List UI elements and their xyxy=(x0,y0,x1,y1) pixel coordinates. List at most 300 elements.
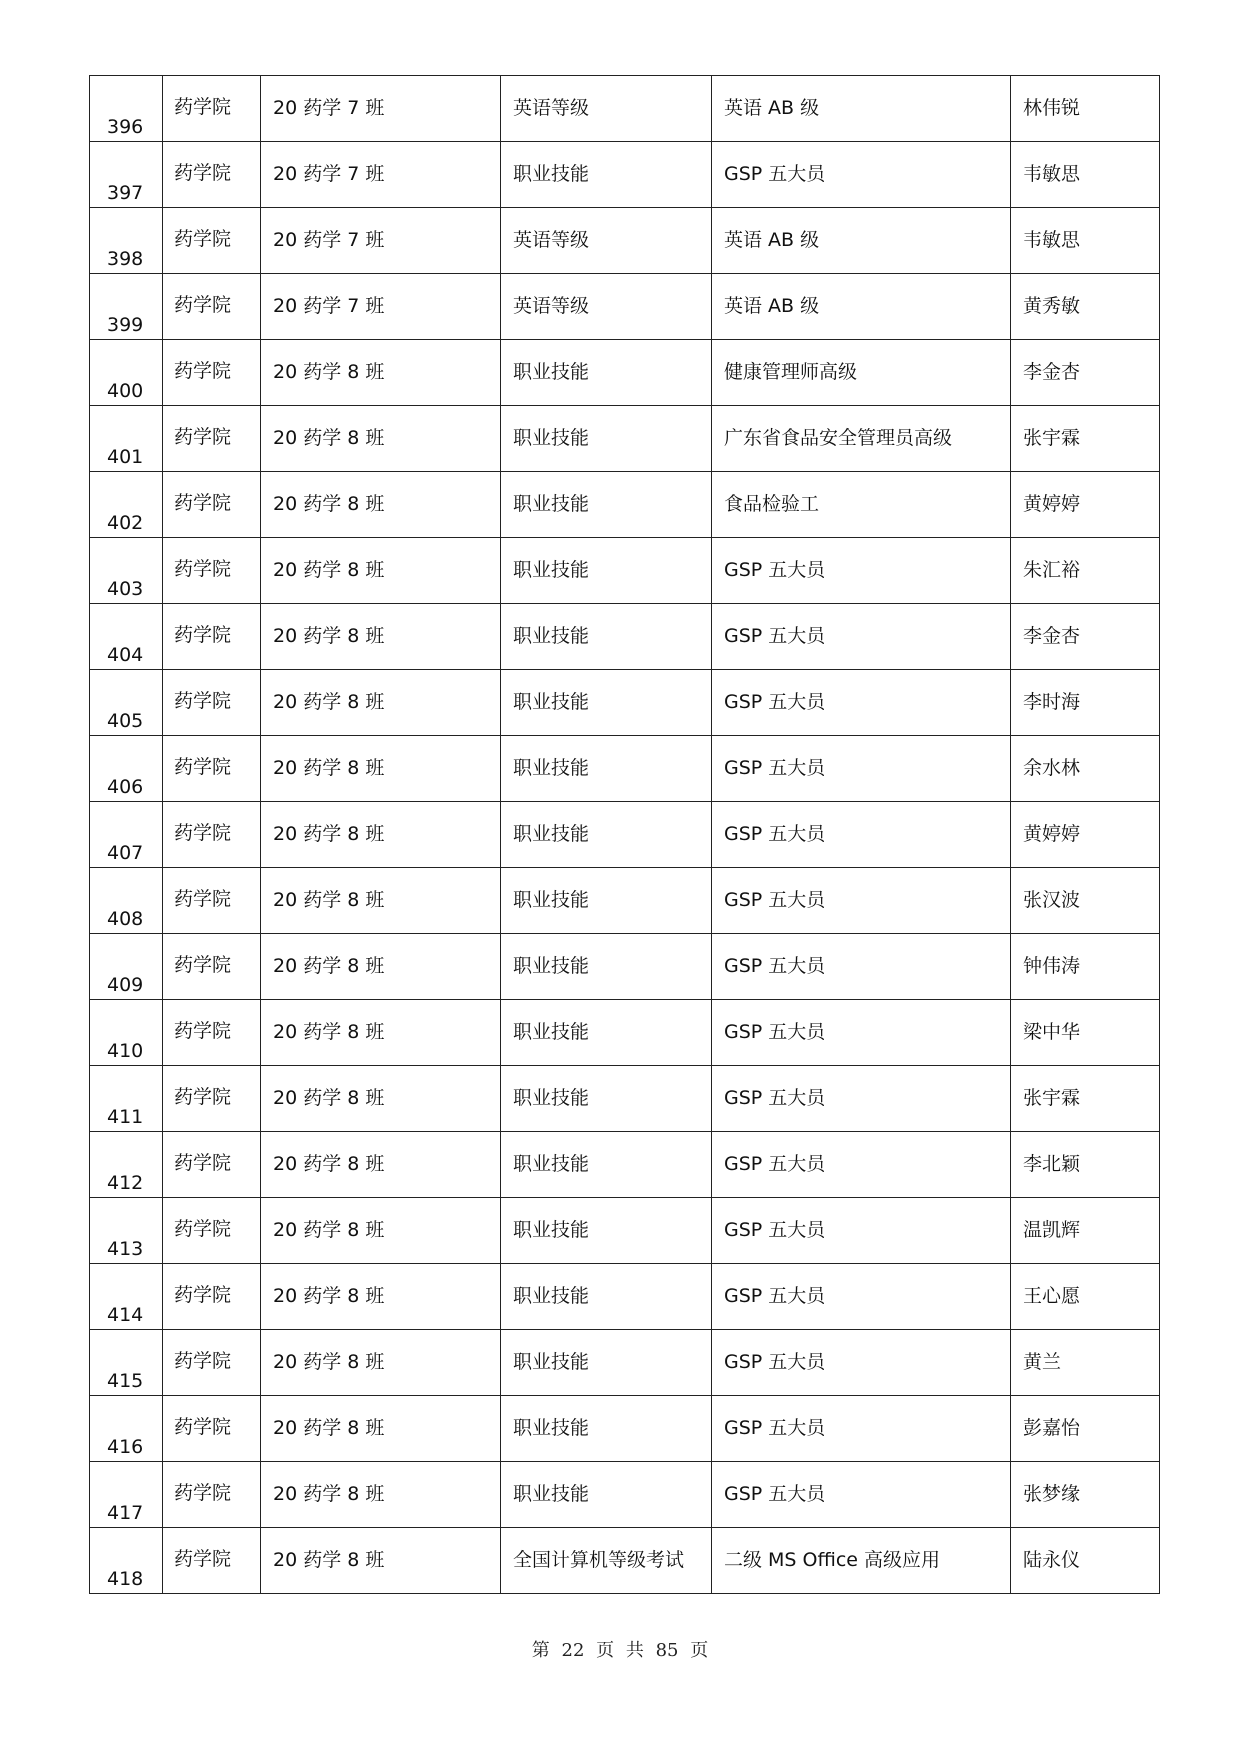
row-number-text: 411 xyxy=(107,1106,144,1128)
student-name-cell xyxy=(1011,1264,1160,1330)
certificate-text: GSP 五大员 xyxy=(724,1087,826,1109)
certificate-cell xyxy=(712,76,1011,142)
college-cell xyxy=(163,142,261,208)
class-text: 20 药学 7 班 xyxy=(273,163,385,185)
row-number-cell xyxy=(90,472,163,538)
student-name-cell xyxy=(1011,406,1160,472)
student-name-cell xyxy=(1011,538,1160,604)
row-number-cell xyxy=(90,670,163,736)
category-text: 职业技能 xyxy=(513,823,590,845)
class-cell xyxy=(261,76,501,142)
class-text: 20 药学 8 班 xyxy=(273,691,385,713)
certificate-cell xyxy=(712,604,1011,670)
class-text: 20 药学 8 班 xyxy=(273,1087,385,1109)
college-text: 药学院 xyxy=(174,822,232,844)
student-name-text: 朱汇裕 xyxy=(1023,559,1081,581)
class-cell xyxy=(261,1396,501,1462)
college-text: 药学院 xyxy=(174,1350,232,1372)
row-number-text: 414 xyxy=(107,1304,144,1326)
student-name-cell xyxy=(1011,1462,1160,1528)
class-cell xyxy=(261,1528,501,1594)
college-cell xyxy=(163,472,261,538)
row-number-cell xyxy=(90,406,163,472)
class-text: 20 药学 8 班 xyxy=(273,559,385,581)
class-cell xyxy=(261,1462,501,1528)
certificate-text: 健康管理师高级 xyxy=(724,361,858,383)
certificate-text: 二级 MS Office 高级应用 xyxy=(724,1549,941,1571)
class-cell xyxy=(261,406,501,472)
college-cell xyxy=(163,274,261,340)
college-cell xyxy=(163,1330,261,1396)
class-cell xyxy=(261,340,501,406)
row-number-text: 413 xyxy=(107,1238,144,1260)
certificate-text: GSP 五大员 xyxy=(724,1219,826,1241)
class-text: 20 药学 8 班 xyxy=(273,1351,385,1373)
college-text: 药学院 xyxy=(174,1086,232,1108)
college-text: 药学院 xyxy=(174,624,232,646)
row-number-text: 416 xyxy=(107,1436,144,1458)
class-cell xyxy=(261,274,501,340)
college-cell xyxy=(163,340,261,406)
category-text: 英语等级 xyxy=(513,229,590,251)
row-number-text: 417 xyxy=(107,1502,144,1524)
row-number-cell xyxy=(90,208,163,274)
category-text: 英语等级 xyxy=(513,97,590,119)
student-name-cell xyxy=(1011,1000,1160,1066)
college-cell xyxy=(163,1264,261,1330)
student-name-text: 黄兰 xyxy=(1023,1351,1062,1373)
row-number-text: 400 xyxy=(107,380,144,402)
row-number-text: 402 xyxy=(107,512,144,534)
college-text: 药学院 xyxy=(174,954,232,976)
row-number-cell xyxy=(90,340,163,406)
category-text: 职业技能 xyxy=(513,691,590,713)
table-row xyxy=(90,1198,1160,1264)
certificate-cell xyxy=(712,1462,1011,1528)
row-number-cell xyxy=(90,274,163,340)
category-text: 职业技能 xyxy=(513,493,590,515)
class-cell xyxy=(261,538,501,604)
category-cell xyxy=(501,604,712,670)
student-name-cell xyxy=(1011,1396,1160,1462)
college-cell xyxy=(163,1396,261,1462)
class-cell xyxy=(261,1132,501,1198)
student-name-cell xyxy=(1011,274,1160,340)
certificate-text: GSP 五大员 xyxy=(724,691,826,713)
table-row xyxy=(90,538,1160,604)
student-name-text: 余水林 xyxy=(1023,757,1081,779)
category-cell xyxy=(501,1132,712,1198)
certificate-text: GSP 五大员 xyxy=(724,1285,826,1307)
certificate-text: GSP 五大员 xyxy=(724,625,826,647)
class-cell xyxy=(261,1066,501,1132)
student-name-text: 李时海 xyxy=(1023,691,1081,713)
row-number-cell xyxy=(90,736,163,802)
student-name-cell xyxy=(1011,142,1160,208)
college-text: 药学院 xyxy=(174,756,232,778)
category-cell xyxy=(501,472,712,538)
row-number-text: 401 xyxy=(107,446,144,468)
college-cell xyxy=(163,670,261,736)
category-cell xyxy=(501,736,712,802)
category-cell xyxy=(501,1396,712,1462)
student-name-text: 张梦缘 xyxy=(1023,1483,1081,1505)
row-number-text: 415 xyxy=(107,1370,144,1392)
table-row xyxy=(90,1000,1160,1066)
certificate-text: GSP 五大员 xyxy=(724,1483,826,1505)
table-row xyxy=(90,934,1160,1000)
class-text: 20 药学 8 班 xyxy=(273,823,385,845)
row-number-cell xyxy=(90,1528,163,1594)
category-cell xyxy=(501,208,712,274)
table-row xyxy=(90,1330,1160,1396)
class-cell xyxy=(261,1000,501,1066)
college-cell xyxy=(163,406,261,472)
student-name-cell xyxy=(1011,1132,1160,1198)
certificate-table xyxy=(89,75,1160,1594)
student-name-text: 张宇霖 xyxy=(1023,427,1081,449)
row-number-text: 399 xyxy=(107,314,144,336)
table-row xyxy=(90,868,1160,934)
student-name-cell xyxy=(1011,604,1160,670)
category-text: 职业技能 xyxy=(513,889,590,911)
college-cell xyxy=(163,208,261,274)
certificate-cell xyxy=(712,1528,1011,1594)
class-text: 20 药学 7 班 xyxy=(273,295,385,317)
row-number-text: 405 xyxy=(107,710,144,732)
table-row xyxy=(90,472,1160,538)
category-cell xyxy=(501,538,712,604)
row-number-cell xyxy=(90,142,163,208)
table-row xyxy=(90,208,1160,274)
class-cell xyxy=(261,868,501,934)
class-text: 20 药学 8 班 xyxy=(273,1549,385,1571)
college-text: 药学院 xyxy=(174,492,232,514)
row-number-cell xyxy=(90,1396,163,1462)
class-cell xyxy=(261,1330,501,1396)
certificate-text: GSP 五大员 xyxy=(724,757,826,779)
table-row xyxy=(90,142,1160,208)
category-cell xyxy=(501,274,712,340)
student-name-text: 李金杏 xyxy=(1023,361,1081,383)
certificate-text: 英语 AB 级 xyxy=(724,229,820,251)
table-row xyxy=(90,1132,1160,1198)
student-name-text: 李北颖 xyxy=(1023,1153,1081,1175)
student-name-text: 黄秀敏 xyxy=(1023,295,1081,317)
student-name-text: 张汉波 xyxy=(1023,889,1081,911)
certificate-cell xyxy=(712,472,1011,538)
row-number-text: 408 xyxy=(107,908,144,930)
row-number-text: 412 xyxy=(107,1172,144,1194)
college-cell xyxy=(163,934,261,1000)
college-cell xyxy=(163,604,261,670)
college-text: 药学院 xyxy=(174,162,232,184)
certificate-text: 食品检验工 xyxy=(724,493,820,515)
college-cell xyxy=(163,1066,261,1132)
category-text: 职业技能 xyxy=(513,1021,590,1043)
class-text: 20 药学 8 班 xyxy=(273,1219,385,1241)
certificate-text: GSP 五大员 xyxy=(724,1351,826,1373)
category-cell xyxy=(501,868,712,934)
table-body xyxy=(90,76,1160,1594)
category-text: 职业技能 xyxy=(513,361,590,383)
certificate-text: GSP 五大员 xyxy=(724,889,826,911)
category-text: 职业技能 xyxy=(513,559,590,581)
table-row xyxy=(90,1396,1160,1462)
table-row xyxy=(90,274,1160,340)
student-name-text: 林伟锐 xyxy=(1023,97,1081,119)
student-name-cell xyxy=(1011,934,1160,1000)
certificate-cell xyxy=(712,1000,1011,1066)
class-text: 20 药学 8 班 xyxy=(273,955,385,977)
class-text: 20 药学 8 班 xyxy=(273,493,385,515)
college-text: 药学院 xyxy=(174,1284,232,1306)
college-text: 药学院 xyxy=(174,228,232,250)
college-text: 药学院 xyxy=(174,1482,232,1504)
row-number-text: 397 xyxy=(107,182,144,204)
student-name-text: 钟伟涛 xyxy=(1023,955,1081,977)
student-name-cell xyxy=(1011,1330,1160,1396)
certificate-cell xyxy=(712,1396,1011,1462)
certificate-text: GSP 五大员 xyxy=(724,163,826,185)
certificate-cell xyxy=(712,868,1011,934)
category-text: 职业技能 xyxy=(513,625,590,647)
certificate-cell xyxy=(712,538,1011,604)
certificate-text: 英语 AB 级 xyxy=(724,295,820,317)
category-cell xyxy=(501,406,712,472)
class-text: 20 药学 8 班 xyxy=(273,1153,385,1175)
category-text: 职业技能 xyxy=(513,1285,590,1307)
class-text: 20 药学 8 班 xyxy=(273,361,385,383)
college-cell xyxy=(163,868,261,934)
row-number-cell xyxy=(90,1264,163,1330)
class-cell xyxy=(261,802,501,868)
college-text: 药学院 xyxy=(174,558,232,580)
student-name-text: 温凯辉 xyxy=(1023,1219,1081,1241)
student-name-cell xyxy=(1011,1528,1160,1594)
student-name-cell xyxy=(1011,868,1160,934)
category-text: 全国计算机等级考试 xyxy=(513,1549,685,1571)
row-number-text: 396 xyxy=(107,116,144,138)
class-cell xyxy=(261,604,501,670)
category-text: 职业技能 xyxy=(513,1219,590,1241)
college-text: 药学院 xyxy=(174,294,232,316)
college-text: 药学院 xyxy=(174,1020,232,1042)
table-row xyxy=(90,340,1160,406)
certificate-cell xyxy=(712,340,1011,406)
category-text: 职业技能 xyxy=(513,1351,590,1373)
class-cell xyxy=(261,1264,501,1330)
college-cell xyxy=(163,538,261,604)
student-name-cell xyxy=(1011,670,1160,736)
college-cell xyxy=(163,1000,261,1066)
certificate-cell xyxy=(712,1132,1011,1198)
student-name-cell xyxy=(1011,802,1160,868)
category-cell xyxy=(501,340,712,406)
student-name-text: 陆永仪 xyxy=(1023,1549,1081,1571)
category-cell xyxy=(501,142,712,208)
row-number-cell xyxy=(90,868,163,934)
row-number-text: 407 xyxy=(107,842,144,864)
category-cell xyxy=(501,1462,712,1528)
college-text: 药学院 xyxy=(174,1548,232,1570)
student-name-cell xyxy=(1011,76,1160,142)
certificate-cell xyxy=(712,406,1011,472)
certificate-cell xyxy=(712,670,1011,736)
certificate-cell xyxy=(712,736,1011,802)
class-text: 20 药学 7 班 xyxy=(273,97,385,119)
certificate-cell xyxy=(712,1330,1011,1396)
row-number-text: 409 xyxy=(107,974,144,996)
page-footer: 第 22 页 共 85 页 xyxy=(531,1640,709,1661)
table-row xyxy=(90,1066,1160,1132)
category-cell xyxy=(501,1000,712,1066)
student-name-text: 梁中华 xyxy=(1023,1021,1081,1043)
category-cell xyxy=(501,1066,712,1132)
row-number-cell xyxy=(90,1132,163,1198)
college-cell xyxy=(163,1132,261,1198)
class-text: 20 药学 7 班 xyxy=(273,229,385,251)
category-text: 职业技能 xyxy=(513,1483,590,1505)
college-text: 药学院 xyxy=(174,888,232,910)
row-number-text: 403 xyxy=(107,578,144,600)
table-row xyxy=(90,76,1160,142)
certificate-cell xyxy=(712,1066,1011,1132)
category-cell xyxy=(501,670,712,736)
college-text: 药学院 xyxy=(174,1152,232,1174)
college-cell xyxy=(163,1528,261,1594)
class-text: 20 药学 8 班 xyxy=(273,1483,385,1505)
certificate-cell xyxy=(712,142,1011,208)
class-text: 20 药学 8 班 xyxy=(273,1417,385,1439)
row-number-text: 404 xyxy=(107,644,144,666)
student-name-text: 韦敏思 xyxy=(1023,229,1081,251)
college-text: 药学院 xyxy=(174,1416,232,1438)
row-number-cell xyxy=(90,1198,163,1264)
row-number-cell xyxy=(90,1330,163,1396)
row-number-cell xyxy=(90,802,163,868)
certificate-cell xyxy=(712,1198,1011,1264)
row-number-cell xyxy=(90,1462,163,1528)
class-cell xyxy=(261,208,501,274)
class-cell xyxy=(261,472,501,538)
student-name-cell xyxy=(1011,1066,1160,1132)
row-number-text: 406 xyxy=(107,776,144,798)
class-text: 20 药学 8 班 xyxy=(273,1021,385,1043)
class-cell xyxy=(261,736,501,802)
college-text: 药学院 xyxy=(174,690,232,712)
college-text: 药学院 xyxy=(174,426,232,448)
student-name-text: 韦敏思 xyxy=(1023,163,1081,185)
row-number-cell xyxy=(90,1000,163,1066)
table-row xyxy=(90,1528,1160,1594)
student-name-cell xyxy=(1011,340,1160,406)
class-cell xyxy=(261,670,501,736)
certificate-cell xyxy=(712,274,1011,340)
category-text: 职业技能 xyxy=(513,427,590,449)
class-text: 20 药学 8 班 xyxy=(273,1285,385,1307)
row-number-text: 410 xyxy=(107,1040,144,1062)
certificate-text: GSP 五大员 xyxy=(724,955,826,977)
category-cell xyxy=(501,1198,712,1264)
table-row xyxy=(90,670,1160,736)
student-name-cell xyxy=(1011,1198,1160,1264)
row-number-cell xyxy=(90,76,163,142)
row-number-cell xyxy=(90,934,163,1000)
certificate-text: GSP 五大员 xyxy=(724,1021,826,1043)
row-number-cell xyxy=(90,1066,163,1132)
row-number-cell xyxy=(90,604,163,670)
class-text: 20 药学 8 班 xyxy=(273,889,385,911)
certificate-cell xyxy=(712,208,1011,274)
certificate-text: GSP 五大员 xyxy=(724,559,826,581)
college-text: 药学院 xyxy=(174,1218,232,1240)
category-text: 职业技能 xyxy=(513,1153,590,1175)
college-cell xyxy=(163,1462,261,1528)
student-name-cell xyxy=(1011,208,1160,274)
category-text: 职业技能 xyxy=(513,163,590,185)
category-cell xyxy=(501,1528,712,1594)
certificate-text: GSP 五大员 xyxy=(724,823,826,845)
certificate-table-container xyxy=(89,75,1159,1594)
college-cell xyxy=(163,736,261,802)
category-text: 职业技能 xyxy=(513,955,590,977)
table-row xyxy=(90,736,1160,802)
class-text: 20 药学 8 班 xyxy=(273,427,385,449)
category-cell xyxy=(501,1264,712,1330)
class-cell xyxy=(261,142,501,208)
row-number-text: 398 xyxy=(107,248,144,270)
certificate-text: 广东省食品安全管理员高级 xyxy=(724,427,953,449)
class-text: 20 药学 8 班 xyxy=(273,757,385,779)
table-row xyxy=(90,604,1160,670)
table-row xyxy=(90,1264,1160,1330)
category-cell xyxy=(501,934,712,1000)
student-name-text: 王心愿 xyxy=(1023,1285,1081,1307)
row-number-cell xyxy=(90,538,163,604)
category-text: 职业技能 xyxy=(513,757,590,779)
college-cell xyxy=(163,1198,261,1264)
table-row xyxy=(90,1462,1160,1528)
row-number-text: 418 xyxy=(107,1568,144,1590)
certificate-cell xyxy=(712,934,1011,1000)
college-text: 药学院 xyxy=(174,96,232,118)
table-row xyxy=(90,406,1160,472)
student-name-text: 彭嘉怡 xyxy=(1023,1417,1081,1439)
class-cell xyxy=(261,934,501,1000)
class-text: 20 药学 8 班 xyxy=(273,625,385,647)
table-row xyxy=(90,802,1160,868)
student-name-cell xyxy=(1011,736,1160,802)
category-cell xyxy=(501,802,712,868)
student-name-cell xyxy=(1011,472,1160,538)
certificate-text: 英语 AB 级 xyxy=(724,97,820,119)
certificate-text: GSP 五大员 xyxy=(724,1417,826,1439)
category-text: 英语等级 xyxy=(513,295,590,317)
college-text: 药学院 xyxy=(174,360,232,382)
certificate-text: GSP 五大员 xyxy=(724,1153,826,1175)
college-cell xyxy=(163,76,261,142)
category-cell xyxy=(501,76,712,142)
certificate-cell xyxy=(712,1264,1011,1330)
category-cell xyxy=(501,1330,712,1396)
student-name-text: 张宇霖 xyxy=(1023,1087,1081,1109)
student-name-text: 黄婷婷 xyxy=(1023,493,1081,515)
college-cell xyxy=(163,802,261,868)
student-name-text: 李金杏 xyxy=(1023,625,1081,647)
class-cell xyxy=(261,1198,501,1264)
category-text: 职业技能 xyxy=(513,1087,590,1109)
